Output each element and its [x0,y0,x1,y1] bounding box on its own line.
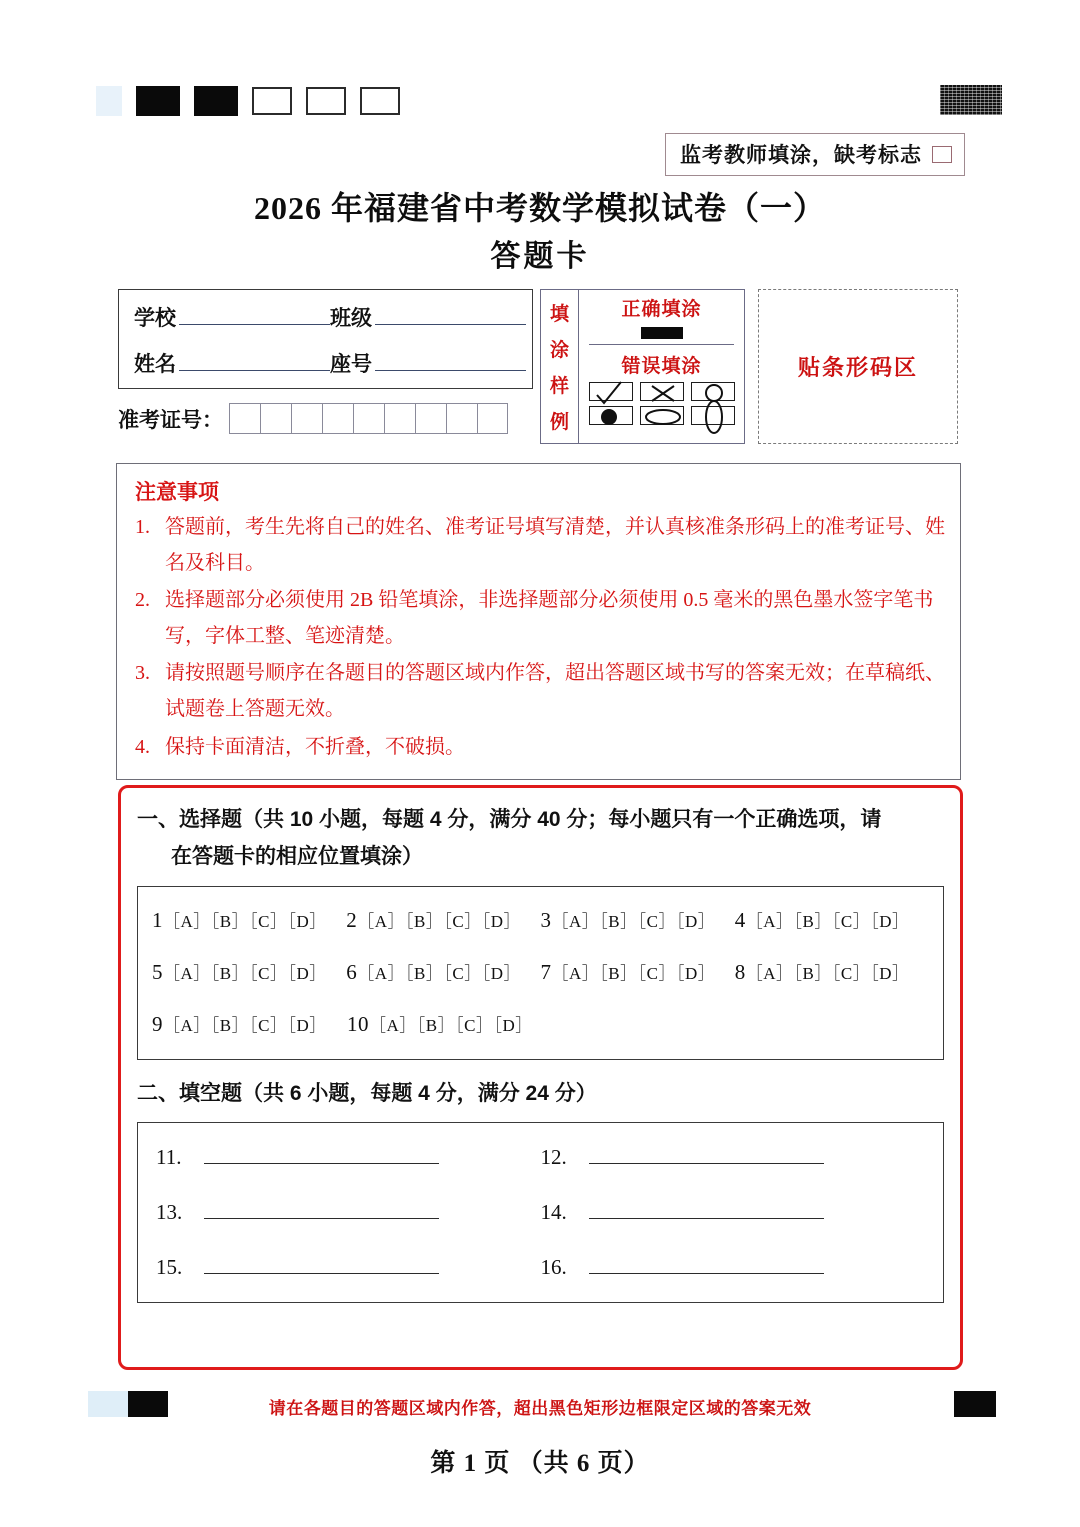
option-bubbles[interactable]: ［A］［B］［C］［D］ [357,911,521,931]
fill-blank-item[interactable] [156,1145,541,1170]
notes-list [135,510,946,765]
option-bubbles[interactable]: ［A］［B］［C］［D］ [163,1015,327,1035]
option-bubbles[interactable]: ［A］［B］［C］［D］ [551,963,716,983]
fill-blank-box [137,1122,944,1303]
question-number: 8 [734,959,746,984]
correct-fill-label: 正确填涂 [621,299,702,320]
fill-sample-vertical-char: 涂 [549,339,569,361]
footer-note: 请在各题目的答题区域内作答，超出黑色矩形边框限定区域的答案无效 [268,1399,812,1418]
option-bubbles[interactable]: ［A］［B］［C］［D］ [745,963,910,983]
school-input-rule[interactable] [179,304,330,325]
note-number: 3. [135,662,150,685]
notes-title: 注意事项 [135,481,219,504]
fill-blank-item[interactable] [541,1145,926,1170]
registration-mark-open-1 [252,87,292,115]
question-number: 3 [540,907,552,932]
exam-number-field [118,403,508,434]
seat-label: 座号 [330,352,372,376]
fill-blank-item[interactable] [156,1200,541,1225]
note-text: 请按照题号顺序在各题目的答题区域内作答，超出答题区域书写的答案无效；在草稿纸、试题卷上答题无效。 [165,662,945,720]
answer-area [118,785,963,1370]
wide-ellipse-mark-icon [640,406,684,425]
question-number: 2 [346,907,358,932]
registration-mark-open-3 [360,87,400,115]
exam-number-cell[interactable] [477,403,508,434]
choice-heading-line2: 在答题卡的相应位置填涂） [171,844,423,868]
note-number: 1. [135,516,150,538]
registration-mark-filled-1 [136,86,180,116]
blank-answer-rule[interactable] [589,1147,824,1164]
blank-number: 15. [156,1255,183,1280]
seat-field[interactable] [330,348,526,378]
note-item [135,510,946,581]
multiple-choice-item[interactable] [735,907,929,933]
exam-number-cell[interactable] [384,403,415,434]
exam-number-cell[interactable] [415,403,446,434]
blank-number: 11. [156,1145,182,1170]
circle-outline-mark-icon [691,382,735,401]
blank-number: 14. [540,1200,567,1225]
fill-sample-vertical-char: 例 [549,412,569,434]
tall-ellipse-mark-icon [691,406,735,425]
fill-blank-row [156,1200,925,1225]
multiple-choice-item[interactable] [346,959,540,985]
fill-sample-vertical-char: 样 [549,376,569,398]
page-number: 第 1 页 （共 6 页） [430,1450,650,1477]
exam-number-cell[interactable] [446,403,477,434]
question-number: 9 [152,1011,163,1036]
multiple-choice-row [152,1011,929,1037]
question-number: 5 [152,959,163,984]
exam-number-cell[interactable] [291,403,322,434]
identity-row-school-class [134,302,526,332]
multiple-choice-item[interactable] [152,907,346,933]
registration-mark-filled-2 [194,86,238,116]
name-input-rule[interactable] [179,350,330,371]
class-input-rule[interactable] [375,304,526,325]
option-bubbles[interactable]: ［A］［B］［C］［D］ [745,911,910,931]
note-item [135,583,946,654]
question-number: 7 [540,959,552,984]
exam-number-grid[interactable] [229,403,508,434]
choice-section-heading [137,802,944,876]
fill-blank-row [156,1255,925,1280]
exam-number-cell[interactable] [322,403,353,434]
question-number: 6 [346,959,358,984]
name-field[interactable] [134,348,330,378]
multiple-choice-box [137,886,944,1060]
identity-row-name-seat [134,348,526,378]
fill-blank-item[interactable] [541,1200,926,1225]
option-bubbles[interactable]: ［A］［B］［C］［D］ [163,963,327,983]
filled-dot-mark-icon [589,406,633,425]
blank-answer-rule[interactable] [204,1147,439,1164]
question-number: 4 [734,907,746,932]
multiple-choice-item[interactable] [152,1011,347,1037]
fill-sample-vertical-label [541,290,579,443]
option-bubbles[interactable]: ［A］［B］［C］［D］ [369,1015,533,1035]
registration-mark-noise-right [940,85,1002,115]
name-label: 姓名 [134,352,176,376]
note-text: 答题前，考生先将自己的姓名、准考证号填写清楚，并认真核准条形码上的准考证号、姓名及科目。 [165,516,945,574]
multiple-choice-item[interactable] [541,907,735,933]
note-number: 4. [135,735,150,758]
blank-section-heading: 二、填空题（共 6 小题，每题 4 分，满分 24 分） [137,1081,597,1105]
multiple-choice-item[interactable] [541,959,735,985]
fill-sample-box [540,289,745,444]
multiple-choice-item[interactable] [347,1011,542,1037]
identity-area [118,289,958,445]
multiple-choice-item[interactable] [346,907,540,933]
blank-number: 16. [540,1255,567,1280]
school-label: 学校 [134,306,176,330]
exam-number-cell[interactable] [353,403,384,434]
exam-number-cell[interactable] [229,403,260,434]
absent-checkbox[interactable] [932,146,952,163]
option-bubbles[interactable]: ［A］［B］［C］［D］ [551,911,716,931]
option-bubbles[interactable]: ［A］［B］［C］［D］ [357,963,521,983]
check-mark-icon [589,382,633,401]
absent-mark-label: 监考教师填涂，缺考标志 [680,143,922,167]
page-subtitle: 答题卡 [490,240,590,273]
barcode-zone: 贴条形码区 [758,289,958,444]
multiple-choice-item[interactable] [735,959,929,985]
blank-number: 12. [540,1145,567,1170]
blank-answer-rule[interactable] [589,1202,824,1219]
fill-blank-row [156,1145,925,1170]
note-text: 保持卡面清洁，不折叠，不破损。 [165,735,465,758]
blank-answer-rule[interactable] [204,1257,439,1274]
cross-mark-icon [640,382,684,401]
registration-mark-open-2 [306,87,346,115]
registration-marks-left [96,86,400,116]
identity-fields-box [118,289,533,389]
fill-blank-item[interactable] [156,1255,541,1280]
seat-input-rule[interactable] [375,350,526,371]
note-item [135,730,946,766]
blank-answer-rule[interactable] [589,1257,824,1274]
blank-answer-rule[interactable] [204,1202,439,1219]
fill-sample-divider [589,344,734,345]
registration-mark-faint [96,86,122,116]
multiple-choice-row [152,959,929,985]
fill-sample-body [579,290,744,443]
school-field[interactable] [134,302,330,332]
multiple-choice-item[interactable] [152,959,346,985]
exam-number-cell[interactable] [260,403,291,434]
option-bubbles[interactable]: ［A］［B］［C］［D］ [163,911,327,931]
wrong-fill-label: 错误填涂 [621,356,702,377]
class-label: 班级 [330,306,372,330]
class-field[interactable] [330,302,526,332]
multiple-choice-row [152,907,929,933]
question-number: 1 [152,907,163,932]
absent-mark-box [665,133,965,176]
question-number: 10 [347,1011,369,1036]
choice-heading-line1: 一、选择题（共 10 小题，每题 4 分，满分 40 分；每小题只有一个正确选项，请 [137,808,882,831]
page-title: 2026 年福建省中考数学模拟试卷（一） [253,190,826,226]
fill-blank-item[interactable] [541,1255,926,1280]
note-number: 2. [135,589,150,612]
blank-number: 13. [156,1200,183,1225]
wrong-fill-marks [589,382,735,425]
exam-number-label: 准考证号： [118,407,223,432]
correct-fill-mark [641,327,683,339]
note-item [135,656,946,727]
notes-box [116,463,961,780]
note-text: 选择题部分必须使用 2B 铅笔填涂，非选择题部分必须使用 0.5 毫米的黑色墨水签字笔书写，字体工整、笔迹清楚。 [165,589,934,647]
fill-sample-vertical-char: 填 [549,303,569,325]
